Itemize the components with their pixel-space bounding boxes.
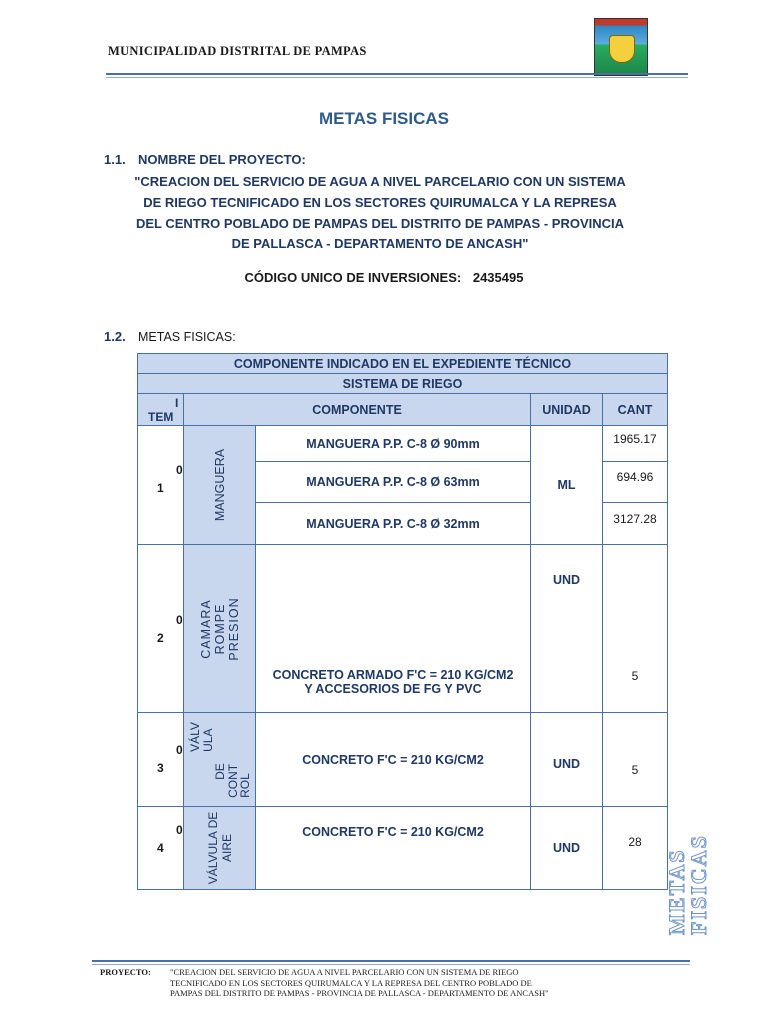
unit-cell: UND	[530, 544, 603, 713]
item-digit: 3	[157, 761, 164, 775]
section-2-label: METAS FISICAS:	[138, 330, 236, 344]
col-header-item	[137, 393, 184, 426]
section-1-number: 1.1.	[104, 152, 126, 167]
project-name-line: DEL CENTRO POBLADO DE PAMPAS DEL DISTRITO DE PAMPAS - PROVINCIA	[135, 215, 625, 231]
component-name-line: AIRE	[219, 833, 234, 863]
project-name-line: DE RIEGO TECNIFICADO EN LOS SECTORES QUIRUMALCA Y LA REPRESA	[143, 194, 617, 210]
component-name-vertical	[213, 449, 227, 521]
component-name-line: MANGUERA	[212, 448, 227, 522]
desc-cell: CONCRETO F'C = 210 KG/CM2	[255, 712, 531, 807]
header-divider-thin	[106, 77, 688, 78]
item-zero: 0	[176, 613, 183, 627]
qty-cell: 1965.17	[602, 425, 668, 462]
desc-cell-2	[255, 544, 531, 713]
item-cell-4	[137, 806, 184, 890]
component-name-vertical	[199, 597, 241, 660]
desc-cell: MANGUERA P.P. C-8 Ø 63mm	[255, 461, 531, 503]
unit-cell: UND	[530, 806, 603, 890]
unit-cell: ML	[530, 425, 603, 545]
component-name-line: ULA	[199, 728, 214, 752]
side-watermark	[666, 815, 726, 935]
table-header-sub: SISTEMA DE RIEGO	[137, 373, 668, 394]
footer-line: TECNIFICADO EN LOS SECTORES QUIRUMALCA Y LA REPRESA DEL CENTRO POBLADO DE	[170, 977, 532, 988]
header-divider	[106, 73, 688, 75]
table-header-main	[137, 353, 668, 374]
col-header-item-b: TEM	[148, 410, 174, 424]
municipal-logo-image	[594, 18, 648, 76]
footer-line: PAMPAS DEL DISTRITO DE PAMPAS - PROVINCIA DE PALLASCA - DEPARTAMENTO DE ANCASH"	[170, 988, 549, 998]
footer-line: "CREACION DEL SERVICIO DE AGUA A NIVEL PARCELARIO CON UN SISTEMA DE RIEGO	[170, 967, 519, 977]
item-digit: 1	[157, 481, 164, 495]
qty-value: 5	[631, 669, 639, 683]
investment-code	[0, 270, 768, 285]
footer-divider-thin	[92, 964, 690, 965]
desc-line: Y ACCESORIOS DE FG Y PVC	[304, 682, 482, 696]
qty-cell	[602, 544, 668, 713]
side-watermark-line: FISICAS	[686, 834, 711, 935]
col-header-item-a: I	[175, 396, 179, 410]
col-header-componente: COMPONENTE	[183, 393, 531, 426]
item-cell-1	[137, 425, 184, 545]
qty-cell: 28	[602, 806, 668, 890]
component-name-line: DE	[212, 762, 227, 780]
qty-cell: 5	[602, 712, 668, 807]
side-watermark-line: METAS	[664, 848, 689, 935]
component-name-cell-1	[183, 425, 256, 545]
section-2-number: 1.2.	[104, 329, 126, 344]
qty-cell: 694.96	[602, 461, 668, 503]
component-name-line: CAMARA	[198, 598, 213, 659]
footer-label: PROYECTO:	[100, 967, 151, 977]
component-name-vertical	[188, 722, 251, 798]
item-zero: 0	[176, 463, 183, 477]
desc-cell: MANGUERA P.P. C-8 Ø 90mm	[255, 425, 531, 462]
table-header-main-text: COMPONENTE INDICADO EN EL EXPEDIENTE TÉCNICO	[233, 356, 572, 371]
logo-shield-icon	[609, 35, 635, 63]
page-title: METAS FISICAS	[318, 109, 450, 128]
investment-code-label: CÓDIGO UNICO DE INVERSIONES:	[244, 270, 462, 285]
component-name-vertical	[206, 812, 234, 884]
unit-cell: UND	[530, 712, 603, 807]
desc-cell: CONCRETO F'C = 210 KG/CM2	[255, 806, 531, 890]
footer-divider	[92, 960, 690, 962]
desc-cell: MANGUERA P.P. C-8 Ø 32mm	[255, 502, 531, 545]
component-name-line: VÁLV	[187, 721, 202, 752]
section-1-label: NOMBRE DEL PROYECTO:	[138, 152, 306, 167]
component-name-line: VÁLVULA DE	[205, 811, 220, 885]
project-name	[130, 172, 630, 255]
item-digit: 4	[157, 841, 164, 855]
col-header-cant: CANT	[602, 393, 668, 426]
project-name-line: DE PALLASCA - DEPARTAMENTO DE ANCASH"	[231, 236, 529, 252]
item-cell-3	[137, 712, 184, 807]
project-name-line: "CREACION DEL SERVICIO DE AGUA A NIVEL PARCELARIO CON UN SISTEMA	[134, 174, 626, 189]
qty-cell: 3127.28	[602, 502, 668, 545]
item-zero: 0	[176, 743, 183, 757]
desc-line: CONCRETO ARMADO F'C = 210 KG/CM2	[272, 668, 514, 682]
investment-code-value: 2435495	[472, 270, 524, 285]
item-cell-2	[137, 544, 184, 713]
component-name-line: PRESION	[226, 596, 241, 661]
col-header-unidad: UNIDAD	[530, 393, 603, 426]
component-name-line: CONT	[224, 763, 239, 798]
component-name-line: ROL	[237, 772, 252, 798]
component-name-cell-4	[183, 806, 256, 890]
component-name-cell-3	[183, 712, 256, 807]
metas-table	[137, 353, 668, 890]
header-institution: MUNICIPALIDAD DISTRITAL DE PAMPAS	[108, 44, 367, 58]
footer-project	[170, 967, 658, 999]
component-name-cell-2	[183, 544, 256, 713]
item-zero: 0	[176, 823, 183, 837]
component-name-line: ROMPE	[212, 603, 227, 654]
item-digit: 2	[157, 631, 164, 645]
